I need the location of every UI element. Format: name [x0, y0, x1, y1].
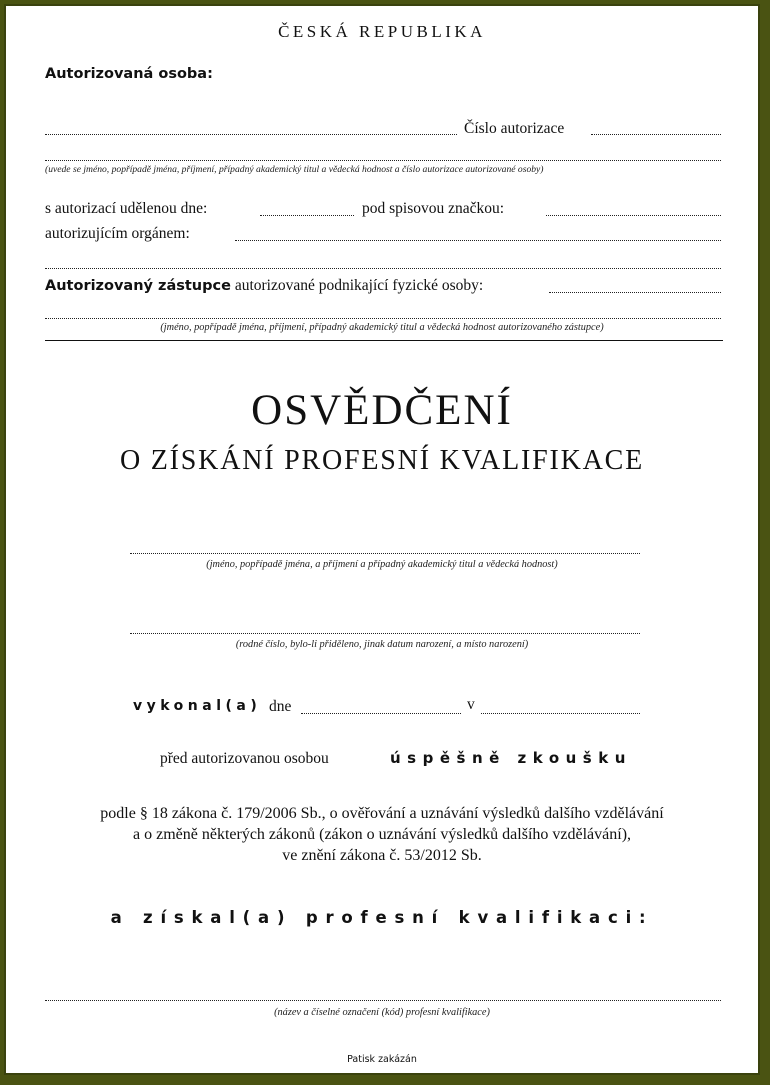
reprint-notice: Patisk zakázán [347, 1054, 417, 1065]
header-rule [45, 340, 723, 341]
certificate-subtitle: O ZÍSKÁNÍ PROFESNÍ KVALIFIKACE [119, 445, 645, 476]
granted-on-label: s autorizací udělenou dne: [45, 200, 208, 217]
representative-line [45, 277, 483, 295]
granted-on-dotline [260, 215, 354, 216]
qualification-note: (název a číselné označení (kód) profesní kvalifikace) [274, 1007, 490, 1018]
place-dotline [481, 713, 640, 714]
representative-bold: Autorizovaný zástupce [45, 278, 231, 294]
law-line-2: a o změně některých zákonů (zákon o uznávání výsledků dalšího vzdělávání), [132, 826, 632, 843]
certificate-page [6, 6, 758, 1073]
auth-number-label: Číslo autorizace [464, 120, 565, 137]
place-label: v [467, 696, 475, 713]
date-dotline [301, 713, 461, 714]
representative-note: (jméno, popřípadě jména, příjmení, případný akademický titul a vědecká hodnost autorizovaného zástupce) [160, 322, 604, 333]
authority-dotline [235, 240, 721, 241]
file-mark-label: pod spisovou značkou: [362, 200, 505, 217]
law-line-1: podle § 18 zákona č. 179/2006 Sb., o ověřování a uznávání výsledků dalšího vzdělávání [100, 805, 664, 822]
day-label: dne [269, 698, 292, 715]
authority-label: autorizujícím orgánem: [45, 225, 190, 242]
birth-note: (rodné číslo, bylo-li přiděleno, jinak datum narození, a místo narození) [235, 639, 529, 650]
certificate-title: OSVĚDČENÍ [251, 387, 513, 434]
success-exam: úspěšně zkoušku [390, 749, 632, 767]
representative-line2 [45, 318, 721, 319]
before-authorized-person: před autorizovanou osobou [160, 750, 329, 767]
representative-dotline [549, 292, 721, 293]
representative-rest: autorizované podnikající fyzické osoby: [230, 277, 484, 294]
holder-name-note: (jméno, popřípadě jména, a příjmení a případný akademický titul a vědecká hodnost) [206, 559, 558, 570]
auth-person-dotline [45, 134, 457, 135]
auth-person-label: Autorizovaná osoba: [45, 66, 213, 82]
auth-number-dotline [591, 134, 721, 135]
file-mark-dotline [546, 215, 721, 216]
passed-label: vykonal(a) [133, 698, 262, 714]
auth-person-note: (uvede se jméno, popřípadě jména, příjmení, případný akademický titul a vědecká hodnost a číslo autorizace autorizované osoby) [45, 164, 544, 175]
acquired-qualification: a získal(a) profesní kvalifikaci: [110, 908, 654, 927]
holder-name-dotline [130, 553, 640, 554]
law-line-3: ve znění zákona č. 53/2012 Sb. [282, 847, 482, 864]
authority-line2 [45, 268, 721, 269]
qualification-dotline [45, 1000, 721, 1001]
country-heading: ČESKÁ REPUBLIKA [278, 22, 486, 41]
auth-person-line2 [45, 160, 721, 161]
birth-dotline [130, 633, 640, 634]
